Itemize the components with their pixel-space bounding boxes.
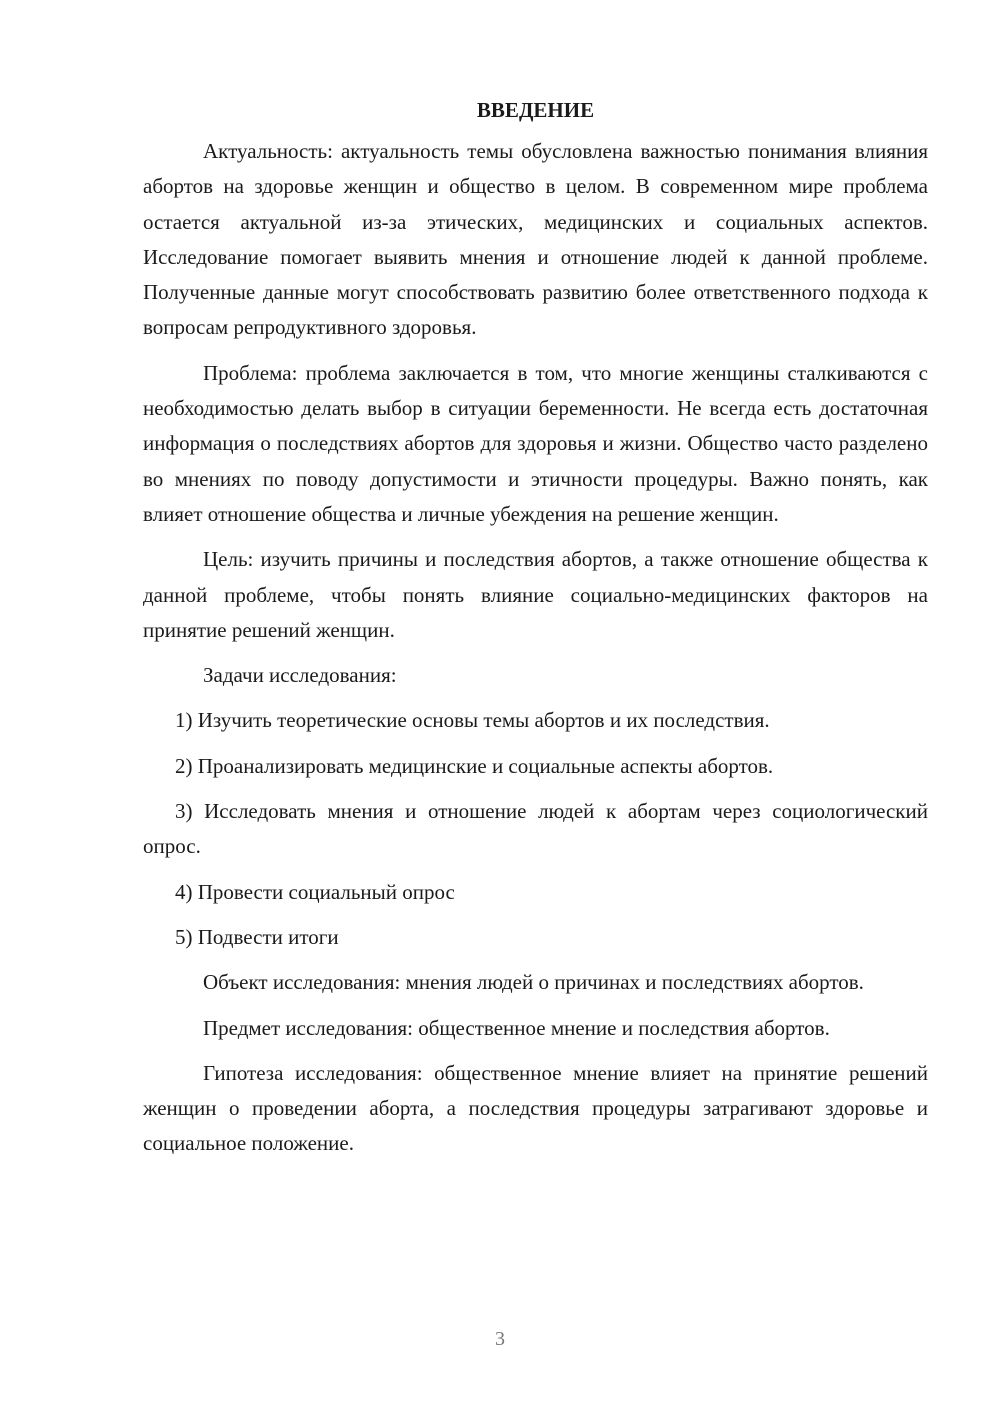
task-item: 2) Проанализировать медицинские и социальные аспекты абортов. xyxy=(175,753,774,778)
subject-paragraph: Предмет исследования: общественное мнение и последствия абортов. xyxy=(203,1015,830,1040)
task-item: 1) Изучить теоретические основы темы абортов и их последствия. xyxy=(175,708,770,733)
document-page xyxy=(143,92,928,1162)
task-item: 4) Провести социальный опрос xyxy=(175,879,455,904)
page-heading: ВВЕДЕНИЕ xyxy=(476,98,595,122)
problem-paragraph: Проблема: проблема заключается в том, что многие женщины сталкиваются с необходимостью делать выбор в ситуации беременности. Не всегда есть достаточная информация о последствиях абортов для здоровья и жизни. Общество часто разделено во мнениях по поводу допустимости и этичности процедуры. Важно понять, как влияет отношение общества и личные убеждения на решение женщин. xyxy=(143,360,928,526)
object-paragraph: Объект исследования: мнения людей о причинах и последствиях абортов. xyxy=(203,970,864,995)
page-number: 3 xyxy=(495,1328,505,1350)
tasks-title: Задачи исследования: xyxy=(203,663,397,688)
goal-paragraph: Цель: изучить причины и последствия абортов, а также отношение общества к данной проблеме, чтобы понять влияние социально-медицинских факторов на принятие решений женщин. xyxy=(143,547,928,642)
task-item: 5) Подвести итоги xyxy=(175,924,339,949)
task-item: 3) Исследовать мнения и отношение людей к абортам через социологический опрос. xyxy=(143,799,928,859)
hypothesis-paragraph: Гипотеза исследования: общественное мнение влияет на принятие решений женщин о проведении аборта, а последствия процедуры затрагивают здоровье и социальное положение. xyxy=(143,1060,928,1156)
relevance-paragraph: Актуальность: актуальность темы обусловлена важностью понимания влияния абортов на здоровье женщин и общество в целом. В современном мире проблема остается актуальной из-за этических, медицинских и социальных аспектов. Исследование помогает выявить мнения и отношение людей к данной проблеме. Полученные данные могут способствовать развитию более ответственного подхода к вопросам репродуктивного здоровья. xyxy=(143,139,928,340)
